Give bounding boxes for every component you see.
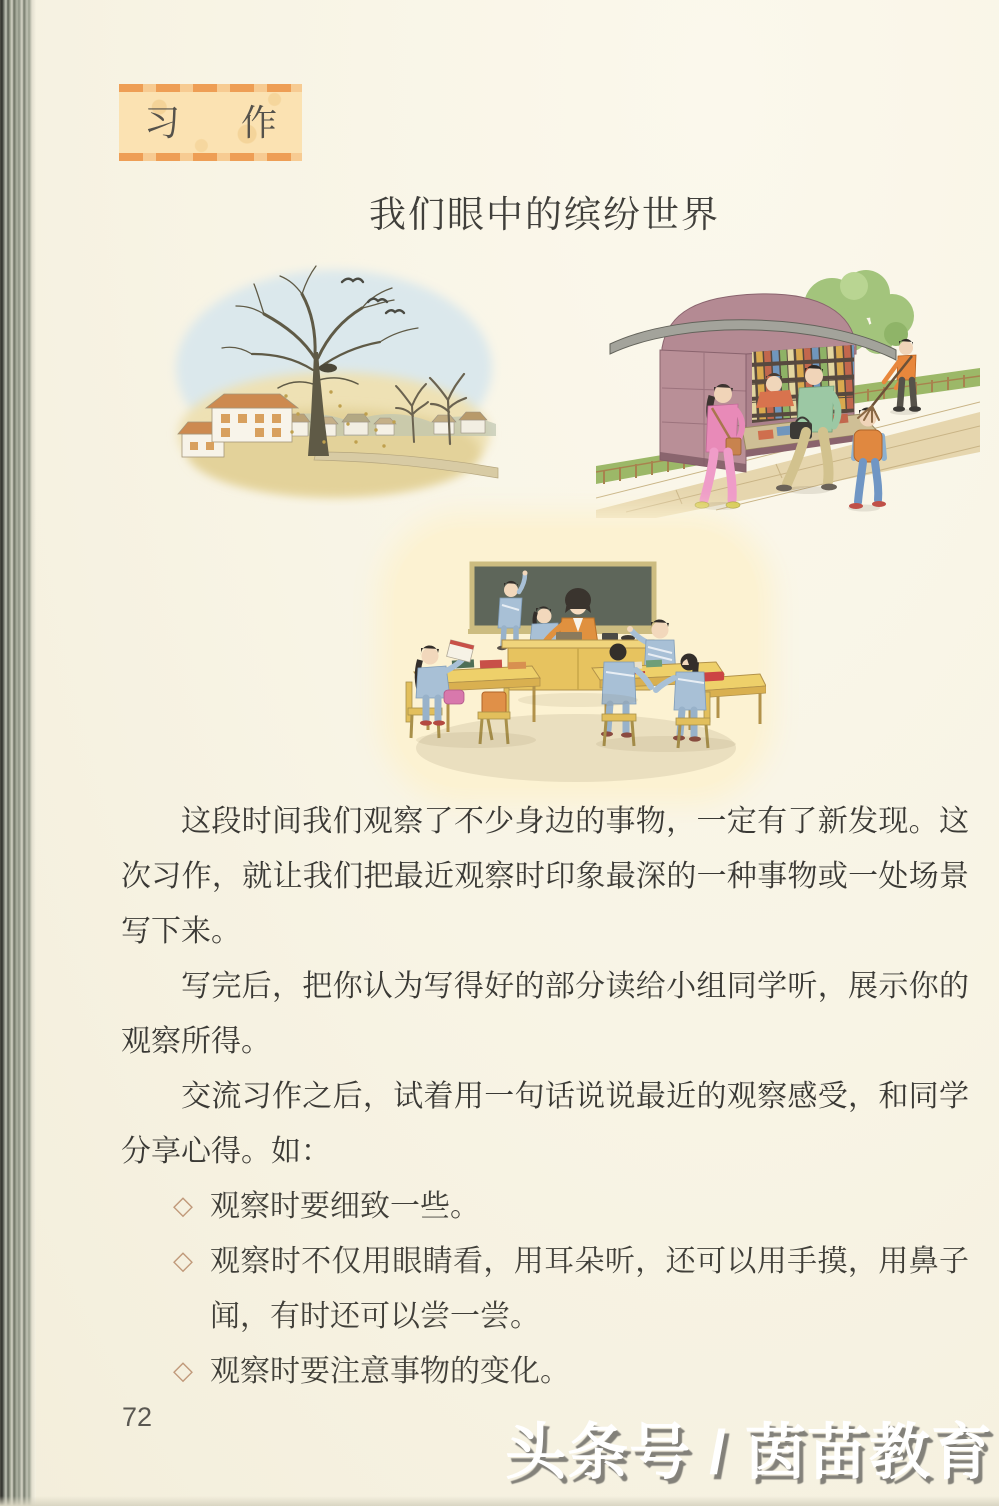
list-item xyxy=(173,1234,969,1344)
paragraph-1: 这段时间我们观察了不少身边的事物，一定有了新发现。这次习作，就让我们把最近观察时印象最深的一种事物或一处场景写下来。 xyxy=(121,805,969,948)
observation-tips-list xyxy=(121,1179,969,1399)
bullet-text: 观察时要细致一些。 xyxy=(210,1190,480,1223)
paragraph-2: 写完后，把你认为写得好的部分读给小组同学听，展示你的观察所得。 xyxy=(121,970,969,1058)
red-pencil-case xyxy=(702,671,724,681)
diamond-bullet-icon: ◇ xyxy=(173,1246,193,1276)
classroom-illustration xyxy=(386,520,766,796)
book-kiosk-illustration xyxy=(596,260,980,518)
autumn-landscape-illustration xyxy=(166,256,502,506)
book-kiosk-drawing xyxy=(596,260,980,518)
pink-bag xyxy=(444,690,464,704)
diamond-bullet-icon: ◇ xyxy=(173,1356,193,1386)
book-page-edge xyxy=(0,0,36,1506)
bullet-text: 观察时要注意事物的变化。 xyxy=(210,1355,570,1388)
badge-stripe-top xyxy=(119,84,302,92)
list-item xyxy=(173,1344,969,1399)
body-text xyxy=(121,794,969,1399)
book-page-bottom-edge xyxy=(0,1496,999,1506)
list-item xyxy=(173,1179,969,1234)
bullet-text: 观察时不仅用眼睛看，用耳朵听，还可以用手摸，用鼻子闻，有时还可以尝一尝。 xyxy=(210,1245,969,1333)
bird-nest xyxy=(319,364,337,373)
section-badge-label: 习 作 xyxy=(144,102,304,143)
autumn-landscape-drawing xyxy=(166,256,502,506)
classroom-drawing xyxy=(386,520,766,796)
page-title: 我们眼中的缤纷世界 xyxy=(369,195,720,236)
diamond-bullet-icon: ◇ xyxy=(173,1191,193,1221)
badge-stripe-bottom xyxy=(119,153,302,161)
watermark: 头条号 / 茵苗教育 xyxy=(505,1418,993,1486)
section-badge xyxy=(119,84,302,161)
page-number: 72 xyxy=(122,1402,153,1432)
paragraph-3: 交流习作之后，试着用一句话说说最近的观察感受，和同学分享心得。如： xyxy=(121,1080,969,1168)
